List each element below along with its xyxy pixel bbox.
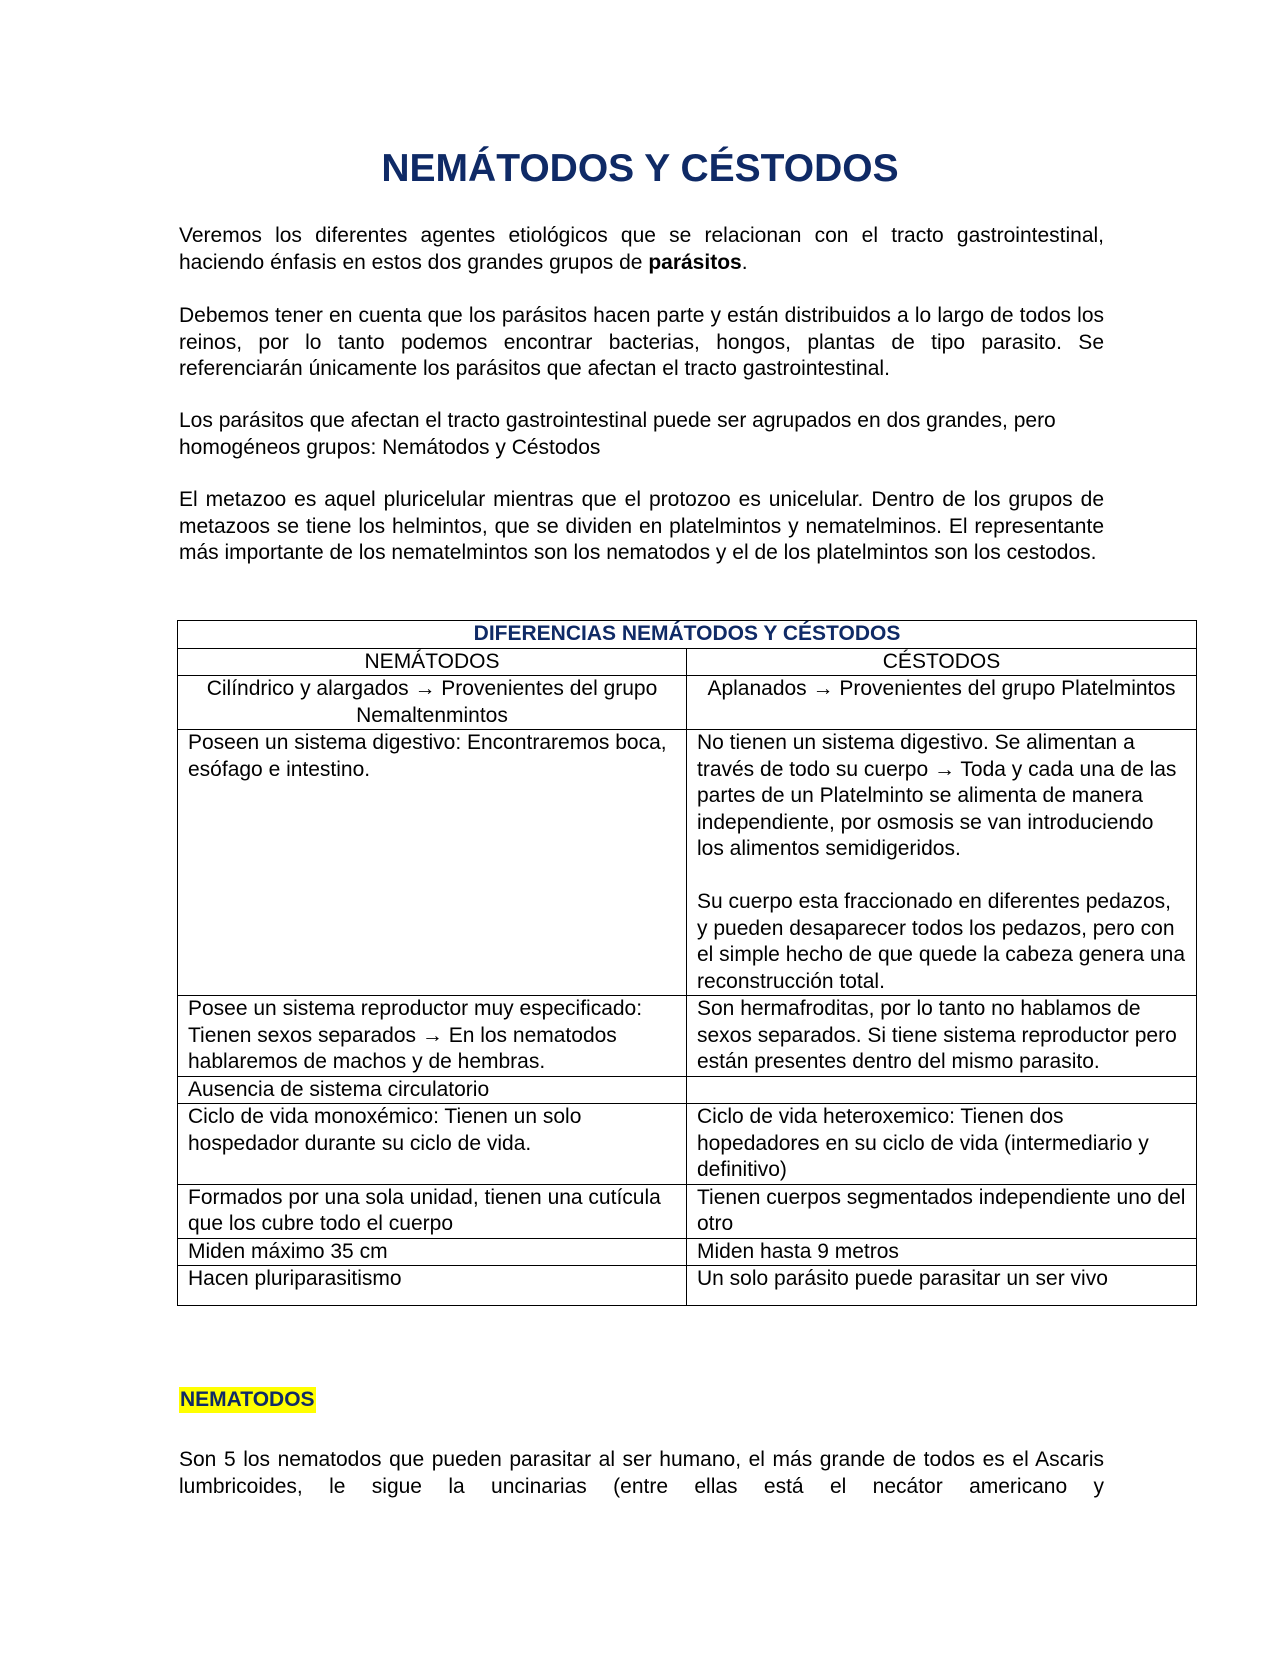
- table-row: [178, 1076, 1197, 1104]
- section-paragraph: Son 5 los nematodos que pueden parasitar al ser humano, el más grande de todos es el Ascaris lumbricoides, le sigue la uncinarias (entre ellas está el necátor americano y: [179, 1448, 1104, 1498]
- cell-cestodos-para-extra: Su cuerpo esta fraccionado en diferentes pedazos, y pueden desaparecer todos los pedazos, pero con el simple hecho de que quede la cabeza genera una reconstrucción total.: [697, 890, 1186, 993]
- differences-table: [177, 620, 1197, 1306]
- table-row: [178, 996, 1197, 1077]
- paragraph-grupos: Los parásitos que afectan el tracto gastrointestinal puede ser agrupados en dos grandes, pero homogéneos grupos: Nemátodos y Céstodos: [179, 409, 1056, 459]
- cell-cestodos: Miden hasta 9 metros: [687, 1238, 1197, 1266]
- subheader-nematodos: Cilíndrico y alargados → Provenientes del grupo Nemaltenmintos: [178, 676, 687, 730]
- cell-cestodos: Tienen cuerpos segmentados independiente uno del otro: [687, 1184, 1197, 1238]
- intro-end: .: [741, 250, 748, 274]
- table-caption: DIFERENCIAS NEMÁTODOS Y CÉSTODOS: [178, 621, 1197, 649]
- table-row: [178, 1184, 1197, 1238]
- intro-text: Veremos los diferentes agentes etiológicos que se relacionan con el tracto gastrointestinal, haciendo énfasis en estos dos grandes grupos de: [179, 224, 1104, 274]
- cell-nematodos: Ciclo de vida monoxémico: Tienen un solo hospedador durante su ciclo de vida.: [178, 1104, 687, 1185]
- table-row: [178, 1266, 1197, 1306]
- table-row: [178, 1104, 1197, 1185]
- cell-cestodos: [687, 1076, 1197, 1104]
- cell-cestodos-para: No tienen un sistema digestivo. Se alimentan a través de todo su cuerpo → Toda y cada una de las partes de un Platelminto se alimenta de manera independiente, por osmosis se van introduciendo los alimentos semidigeridos.: [697, 731, 1177, 860]
- table-caption-row: [178, 621, 1197, 649]
- paragraph-metazoo: El metazoo es aquel pluricelular mientras que el protozoo es unicelular. Dentro de los grupos de metazoos se tiene los helmintos, que se dividen en platelmintos y nematelminos. El representante más importante de los nematelmintos son los nematodos y el de los platelmintos son los cestodos.: [179, 488, 1104, 564]
- cell-cestodos: [687, 730, 1197, 996]
- cell-nematodos: Posee un sistema reproductor muy especificado: Tienen sexos separados → En los nematodos hablaremos de machos y de hembras.: [178, 996, 687, 1077]
- section-heading-nematodos: NEMATODOS: [180, 1388, 315, 1411]
- cell-nematodos: Miden máximo 35 cm: [178, 1238, 687, 1266]
- cell-nematodos: Poseen un sistema digestivo: Encontraremos boca, esófago e intestino.: [178, 730, 687, 996]
- cell-cestodos: Son hermafroditas, por lo tanto no hablamos de sexos separados. Si tiene sistema reproductor pero están presentes dentro del mismo parasito.: [687, 996, 1197, 1077]
- cell-cestodos: Un solo parásito puede parasitar un ser vivo: [687, 1266, 1197, 1306]
- header-cestodos: CÉSTODOS: [687, 648, 1197, 676]
- table-row: [178, 1238, 1197, 1266]
- intro-paragraph: [179, 223, 1104, 276]
- table-subheader-row: [178, 676, 1197, 730]
- cell-gap: [697, 863, 1186, 890]
- document-title: NEMÁTODOS Y CÉSTODOS: [381, 147, 899, 190]
- header-nematodos: NEMÁTODOS: [178, 648, 687, 676]
- cell-nematodos: Formados por una sola unidad, tienen una cutícula que los cubre todo el cuerpo: [178, 1184, 687, 1238]
- cell-nematodos: Hacen pluriparasitismo: [178, 1266, 687, 1306]
- subheader-cestodos: Aplanados → Provenientes del grupo Platelmintos: [687, 676, 1197, 730]
- paragraph-reinos: Debemos tener en cuenta que los parásitos hacen parte y están distribuidos a lo largo de todos los reinos, por lo tanto podemos encontrar bacterias, hongos, plantas de tipo parasito. Se referenciarán únicamente los parásitos que afectan el tracto gastrointestinal.: [179, 304, 1104, 380]
- cell-nematodos: Ausencia de sistema circulatorio: [178, 1076, 687, 1104]
- cell-cestodos: Ciclo de vida heteroxemico: Tienen dos hopedadores en su ciclo de vida (intermediario y definitivo): [687, 1104, 1197, 1185]
- table-row: [178, 730, 1197, 996]
- intro-bold-word: parásitos: [648, 250, 742, 274]
- table-header-row: [178, 648, 1197, 676]
